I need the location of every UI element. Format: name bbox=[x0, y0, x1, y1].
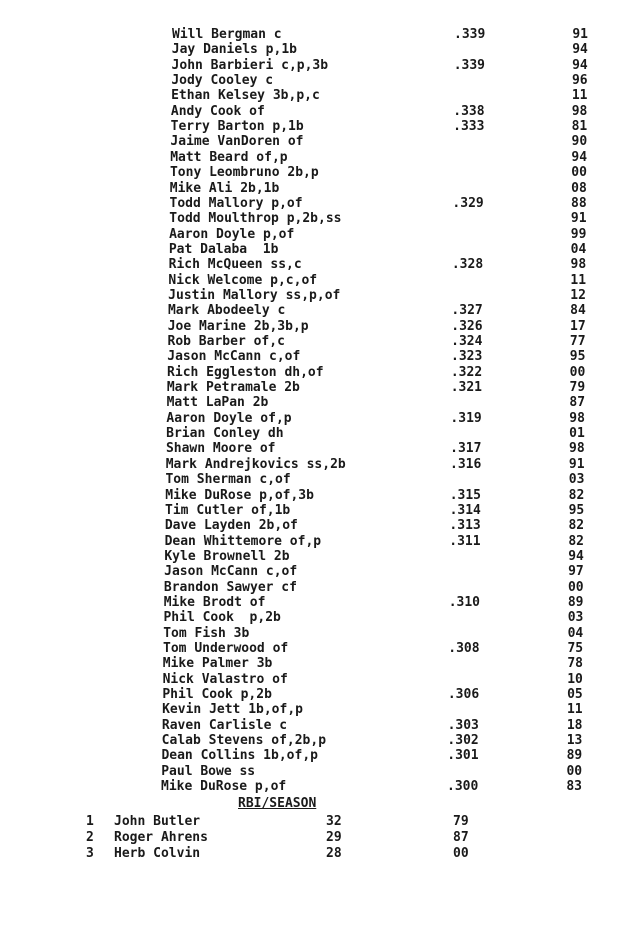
player-row bbox=[0, 534, 618, 549]
player-row bbox=[0, 334, 618, 349]
season-year: 11 bbox=[570, 272, 587, 288]
player-row bbox=[0, 196, 618, 211]
player-row bbox=[0, 58, 618, 73]
player-row bbox=[0, 380, 618, 395]
batting-average: .303 bbox=[447, 717, 479, 733]
player-name-position: Rich Eggleston dh,of bbox=[167, 364, 324, 380]
player-row bbox=[0, 303, 618, 318]
season-year: 94 bbox=[568, 548, 584, 564]
player-name-position: Jason McCann c,of bbox=[164, 564, 298, 580]
rbi-player-name: Roger Ahrens bbox=[114, 830, 208, 845]
batting-average: .315 bbox=[449, 487, 482, 503]
season-year: 11 bbox=[566, 702, 583, 718]
season-year: 82 bbox=[568, 487, 585, 503]
season-year: 95 bbox=[568, 502, 585, 518]
batting-average: .333 bbox=[453, 119, 485, 135]
season-year: 83 bbox=[566, 779, 582, 795]
player-name-position: Pat Dalaba 1b bbox=[168, 241, 279, 257]
season-year: 99 bbox=[570, 226, 587, 242]
player-name-position: Kevin Jett 1b,of,p bbox=[162, 702, 303, 718]
player-row bbox=[0, 488, 618, 503]
batting-average: .323 bbox=[451, 349, 483, 365]
season-year: 98 bbox=[570, 257, 587, 273]
batting-average: .327 bbox=[451, 303, 483, 319]
season-year: 89 bbox=[566, 748, 583, 764]
season-year: 94 bbox=[571, 149, 588, 165]
batting-average: .314 bbox=[449, 502, 481, 518]
player-row bbox=[0, 549, 618, 564]
player-name-position: Nick Welcome p,c,of bbox=[168, 272, 318, 288]
season-year: 04 bbox=[567, 625, 584, 641]
player-name-position: Aaron Doyle p,of bbox=[169, 226, 295, 242]
season-year: 75 bbox=[567, 641, 584, 656]
player-name-position: Tom Sherman c,of bbox=[165, 472, 291, 488]
player-row bbox=[0, 395, 618, 410]
player-name-position: Tom Underwood of bbox=[163, 641, 289, 656]
player-row bbox=[0, 242, 618, 257]
season-year: 89 bbox=[567, 594, 584, 610]
player-name-position: Kyle Brownell 2b bbox=[164, 548, 290, 564]
player-name-position: Mike Brodt of bbox=[163, 594, 266, 610]
rbi-row bbox=[86, 846, 506, 862]
season-year: 94 bbox=[572, 42, 588, 58]
season-year: 82 bbox=[568, 533, 584, 549]
player-row bbox=[0, 564, 618, 579]
player-name-position: Jason McCann c,of bbox=[167, 349, 301, 365]
season-year: 98 bbox=[571, 103, 588, 119]
season-year: 12 bbox=[570, 287, 586, 303]
season-year: 00 bbox=[566, 763, 583, 779]
player-name-position: Phil Cook p,2b bbox=[163, 610, 281, 626]
player-row bbox=[0, 595, 618, 610]
batting-average: .300 bbox=[447, 779, 479, 795]
season-year: 96 bbox=[571, 73, 588, 89]
player-row bbox=[0, 73, 618, 88]
rbi-season-year: 87 bbox=[453, 830, 469, 845]
player-name-position: Tom Fish 3b bbox=[163, 625, 250, 641]
player-name-position: Rich McQueen ss,c bbox=[168, 257, 302, 273]
player-name-position: Jaime VanDoren of bbox=[170, 134, 304, 150]
rbi-total: 28 bbox=[326, 846, 342, 861]
player-row bbox=[0, 288, 618, 303]
season-year: 88 bbox=[571, 195, 587, 211]
batting-average: .321 bbox=[450, 380, 483, 396]
batting-average: .317 bbox=[450, 441, 482, 457]
batting-average: .313 bbox=[449, 518, 481, 534]
player-name-position: Mike DuRose p,of,3b bbox=[165, 487, 314, 503]
player-row bbox=[0, 733, 618, 748]
batting-average: .308 bbox=[448, 641, 480, 656]
rbi-rank: 2 bbox=[86, 830, 94, 845]
rbi-total: 32 bbox=[326, 814, 342, 829]
season-year: 87 bbox=[569, 395, 586, 411]
player-row bbox=[0, 411, 618, 426]
rbi-player-name: Herb Colvin bbox=[114, 846, 201, 861]
season-year: 13 bbox=[566, 733, 583, 749]
season-year: 11 bbox=[571, 88, 588, 104]
player-name-position: Todd Mallory p,of bbox=[169, 195, 303, 211]
player-name-position: Andy Cook of bbox=[170, 103, 265, 119]
player-name-position: Mark Andrejkovics ss,2b bbox=[165, 456, 346, 472]
season-year: 81 bbox=[571, 119, 588, 135]
player-name-position: Raven Carlisle c bbox=[161, 717, 288, 733]
player-row bbox=[0, 702, 618, 717]
season-year: 08 bbox=[571, 180, 587, 196]
season-year: 94 bbox=[572, 57, 588, 73]
season-year: 05 bbox=[567, 687, 583, 703]
season-year: 91 bbox=[570, 211, 587, 227]
player-name-position: Jay Daniels p,1b bbox=[171, 42, 297, 58]
player-row bbox=[0, 764, 618, 779]
batting-average: .339 bbox=[453, 57, 486, 73]
rbi-row bbox=[86, 814, 506, 830]
player-row bbox=[0, 441, 618, 456]
player-name-position: Mike Palmer 3b bbox=[162, 656, 273, 672]
season-year: 90 bbox=[571, 134, 588, 150]
player-row bbox=[0, 748, 618, 763]
player-name-position: Mike Ali 2b,1b bbox=[169, 180, 280, 196]
player-row bbox=[0, 42, 618, 57]
player-name-position: Brandon Sawyer cf bbox=[163, 579, 297, 595]
season-year: 82 bbox=[568, 518, 585, 534]
season-year: 10 bbox=[567, 671, 583, 687]
player-row bbox=[0, 656, 618, 671]
rbi-player-name: John Butler bbox=[114, 814, 201, 829]
season-year: 04 bbox=[570, 241, 587, 257]
player-name-position: Tim Cutler of,1b bbox=[165, 502, 291, 518]
player-name-position: Dave Layden 2b,of bbox=[164, 518, 298, 534]
player-name-position: Jody Cooley c bbox=[171, 73, 274, 89]
batting-average: .302 bbox=[447, 733, 479, 749]
player-name-position: Ethan Kelsey 3b,p,c bbox=[171, 88, 320, 104]
player-name-position: Terry Barton p,1b bbox=[170, 119, 304, 135]
player-name-position: Matt LaPan 2b bbox=[166, 395, 269, 411]
season-year: 77 bbox=[569, 334, 586, 349]
player-name-position: Matt Beard of,p bbox=[170, 149, 288, 165]
season-year: 98 bbox=[569, 441, 585, 457]
player-name-position: Mike DuRose p,of bbox=[161, 779, 287, 795]
rbi-rank: 1 bbox=[86, 814, 94, 829]
player-row bbox=[0, 257, 618, 272]
rbi-season-heading: RBI/SEASON bbox=[238, 796, 317, 811]
rbi-rank: 3 bbox=[86, 846, 94, 861]
player-name-position: Phil Cook p,2b bbox=[162, 687, 272, 703]
batting-average: .326 bbox=[451, 318, 483, 334]
player-row bbox=[0, 365, 618, 380]
season-year: 03 bbox=[567, 610, 584, 626]
season-year: 91 bbox=[568, 456, 585, 472]
player-row bbox=[0, 641, 618, 656]
player-row bbox=[0, 119, 618, 134]
player-row bbox=[0, 104, 618, 119]
player-row bbox=[0, 472, 618, 487]
player-name-position: Brian Conley dh bbox=[166, 426, 284, 442]
player-row bbox=[0, 672, 618, 687]
player-name-position: Aaron Doyle of,p bbox=[166, 410, 292, 426]
batting-average: .339 bbox=[454, 27, 486, 42]
batting-average: .319 bbox=[450, 410, 482, 426]
player-row bbox=[0, 687, 618, 702]
batting-average: .310 bbox=[448, 594, 481, 610]
season-year: 84 bbox=[570, 303, 586, 319]
player-name-position: Tony Leombruno 2b,p bbox=[169, 165, 319, 181]
batting-average: .322 bbox=[450, 364, 483, 380]
player-name-position: Nick Valastro of bbox=[162, 671, 288, 687]
player-row bbox=[0, 227, 618, 242]
player-row bbox=[0, 503, 618, 518]
player-name-position: Paul Bowe ss bbox=[161, 763, 256, 779]
player-row bbox=[0, 610, 618, 625]
player-row bbox=[0, 165, 618, 180]
player-name-position: Dean Whittemore of,p bbox=[164, 533, 322, 549]
batting-average: .328 bbox=[451, 257, 484, 273]
player-row bbox=[0, 273, 618, 288]
season-year: 97 bbox=[568, 564, 584, 580]
season-year: 00 bbox=[569, 364, 586, 380]
batting-average: .324 bbox=[451, 334, 483, 349]
rbi-row bbox=[86, 830, 506, 846]
season-year: 18 bbox=[566, 717, 583, 733]
player-row bbox=[0, 349, 618, 364]
season-year: 79 bbox=[569, 380, 586, 396]
season-year: 78 bbox=[567, 656, 583, 672]
batting-average: .301 bbox=[447, 748, 479, 764]
rbi-season-year: 00 bbox=[453, 846, 469, 861]
season-year: 95 bbox=[569, 349, 586, 365]
player-row bbox=[0, 181, 618, 196]
player-name-position: Mark Petramale 2b bbox=[166, 380, 300, 396]
rbi-total: 29 bbox=[326, 830, 342, 845]
batting-average: .338 bbox=[453, 103, 485, 119]
season-year: 00 bbox=[571, 165, 587, 181]
batting-average: .311 bbox=[449, 533, 481, 549]
player-name-position: John Barbieri c,p,3b bbox=[171, 57, 329, 73]
batting-average: .316 bbox=[450, 456, 482, 472]
player-name-position: Dean Collins 1b,of,p bbox=[161, 748, 318, 764]
player-row bbox=[0, 457, 618, 472]
batting-average: .306 bbox=[447, 687, 480, 703]
player-row bbox=[0, 718, 618, 733]
player-row bbox=[0, 319, 618, 334]
season-year: 17 bbox=[570, 318, 586, 334]
player-row bbox=[0, 150, 618, 165]
season-year: 91 bbox=[572, 27, 588, 42]
player-name-position: Rob Barber of,c bbox=[167, 334, 285, 349]
season-year: 03 bbox=[568, 472, 585, 488]
player-row bbox=[0, 211, 618, 226]
season-year: 00 bbox=[567, 579, 584, 595]
player-name-position: Shawn Moore of bbox=[165, 441, 276, 457]
player-row bbox=[0, 518, 618, 533]
rbi-season-year: 79 bbox=[453, 814, 469, 829]
player-row bbox=[0, 580, 618, 595]
season-year: 01 bbox=[569, 426, 585, 442]
player-row bbox=[0, 88, 618, 103]
player-row bbox=[0, 779, 618, 794]
player-row bbox=[0, 626, 618, 641]
player-name-position: Mark Abodeely c bbox=[167, 303, 286, 319]
player-row bbox=[0, 134, 618, 149]
player-name-position: Todd Moulthrop p,2b,ss bbox=[169, 211, 342, 227]
player-row bbox=[0, 27, 618, 42]
player-name-position: Joe Marine 2b,3b,p bbox=[167, 318, 309, 334]
player-row bbox=[0, 426, 618, 441]
player-name-position: Will Bergman c bbox=[172, 27, 282, 42]
player-name-position: Calab Stevens of,2b,p bbox=[161, 733, 327, 749]
player-name-position: Justin Mallory ss,p,of bbox=[168, 287, 341, 303]
batting-average: .329 bbox=[452, 195, 484, 211]
season-year: 98 bbox=[569, 410, 585, 426]
